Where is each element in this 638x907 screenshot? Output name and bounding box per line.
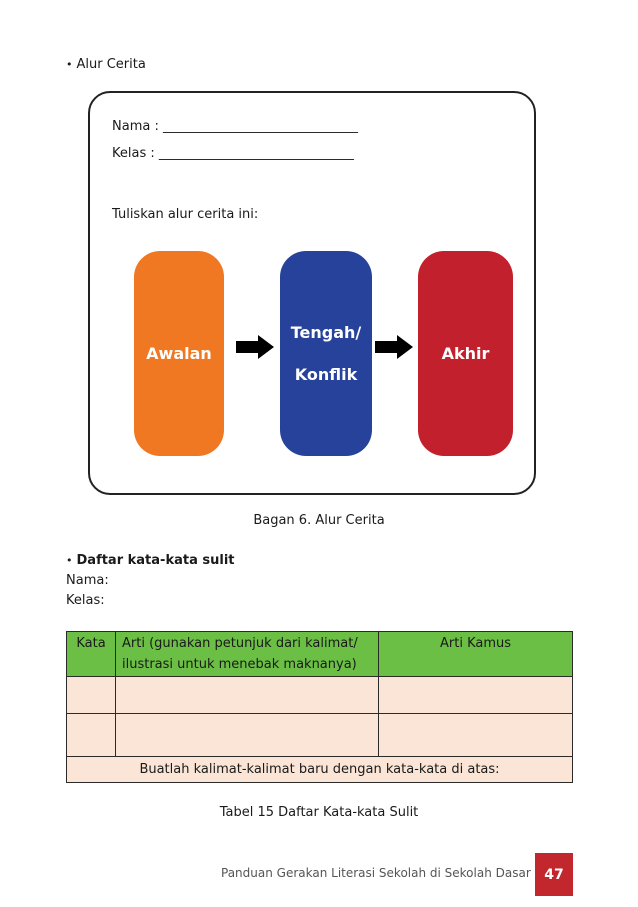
footer-text: Panduan Gerakan Literasi Sekolah di Sekolah Dasar xyxy=(221,866,531,880)
table-cell[interactable] xyxy=(67,714,116,757)
table-row xyxy=(67,714,573,757)
table-cell[interactable] xyxy=(379,677,573,714)
arrow-right-icon xyxy=(375,335,413,359)
header-arti xyxy=(116,632,379,677)
vocabulary-table xyxy=(66,631,573,783)
table-cell[interactable] xyxy=(379,714,573,757)
table-cell[interactable] xyxy=(67,677,116,714)
section-title: Daftar kata-kata sulit xyxy=(76,553,235,568)
header-kamus: Arti Kamus xyxy=(379,632,573,677)
nama-label: Nama: xyxy=(66,573,109,588)
bullet-icon: • xyxy=(66,554,73,567)
instruction-text: Tuliskan alur cerita ini: xyxy=(112,207,259,222)
header-arti-line1: Arti (gunakan petunjuk dari kalimat/ xyxy=(122,636,358,651)
table-footer: Buatlah kalimat-kalimat baru dengan kata-kata di atas: xyxy=(67,757,573,783)
table-cell[interactable] xyxy=(116,714,379,757)
nama-field: Nama : ______________________________ xyxy=(112,119,358,134)
page-number: 47 xyxy=(535,853,573,896)
header-arti-line2: ilustrasi untuk menebak maknanya) xyxy=(122,657,357,672)
flow-block-akhir xyxy=(418,251,513,456)
section-heading-daftar-kata xyxy=(66,553,235,568)
tengah-label-line1: Tengah/ xyxy=(290,322,362,342)
kelas-label: Kelas: xyxy=(66,593,105,608)
flow-block-awalan xyxy=(134,251,224,456)
flow-block-tengah xyxy=(280,251,372,456)
table-row xyxy=(67,677,573,714)
bullet-icon: • xyxy=(66,58,73,71)
awalan-label: Awalan xyxy=(146,343,212,363)
table-footer-row xyxy=(67,757,573,783)
akhir-label: Akhir xyxy=(441,343,490,363)
figure-caption: Bagan 6. Alur Cerita xyxy=(253,513,385,528)
section-title: Alur Cerita xyxy=(76,57,146,72)
table-caption: Tabel 15 Daftar Kata-kata Sulit xyxy=(219,805,419,820)
arrow-right-icon xyxy=(236,335,274,359)
table-header-row xyxy=(67,632,573,677)
kelas-field: Kelas : ______________________________ xyxy=(112,146,354,161)
tengah-label-line2: Konflik xyxy=(294,364,358,384)
section-heading-alur-cerita xyxy=(66,57,146,72)
header-kata: Kata xyxy=(67,632,116,677)
table-cell[interactable] xyxy=(116,677,379,714)
